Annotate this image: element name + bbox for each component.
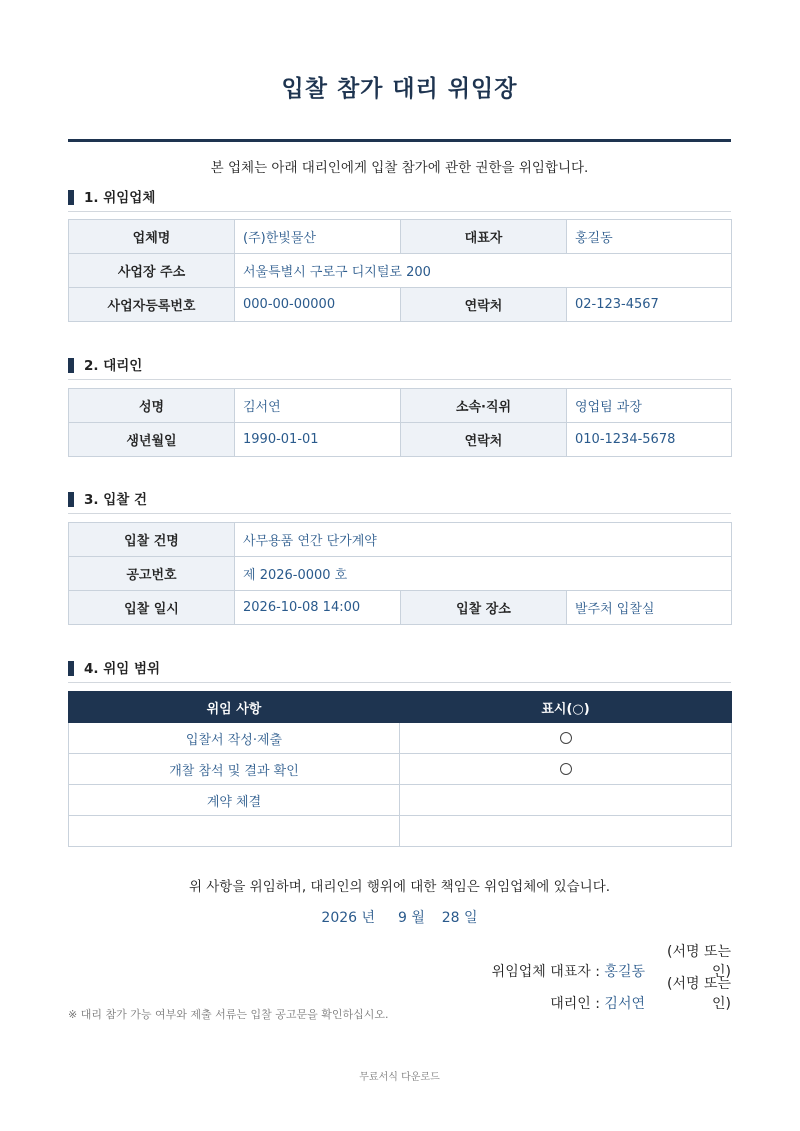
issue-date <box>68 907 731 927</box>
document-title: 입찰 참가 대리 위임장 <box>281 76 518 102</box>
company-contact-label: 연락처 <box>401 288 567 322</box>
section-heading-text: 1. 위임업체 <box>84 190 156 206</box>
section-heading-scope <box>68 661 731 683</box>
agent-contact-label: 연락처 <box>401 423 567 457</box>
table-row <box>69 754 732 785</box>
circle-mark-icon <box>560 763 572 775</box>
agent-name-label: 성명 <box>69 389 235 423</box>
bid-place-label: 입찰 장소 <box>401 591 567 625</box>
date-day-unit: 일 <box>464 910 478 926</box>
bid-place-value: 발주처 입찰실 <box>567 591 732 625</box>
table-row <box>69 220 732 254</box>
scope-mark-cell <box>400 816 732 847</box>
table-row <box>69 723 732 754</box>
notice-number-value: 제 2026-0000 호 <box>235 557 732 591</box>
section-heading-bid <box>68 492 731 514</box>
regno-label: 사업자등록번호 <box>69 288 235 322</box>
company-label: 업체명 <box>69 220 235 254</box>
scope-item <box>69 816 400 847</box>
section-heading-text: 4. 위임 범위 <box>84 661 161 677</box>
agent-name-value: 김서연 <box>235 389 401 423</box>
agent-stamp-text: (서명 또는 인) <box>666 976 731 1012</box>
table-row <box>69 591 732 625</box>
table-row <box>69 523 732 557</box>
ceo-value: 홍길동 <box>567 220 732 254</box>
table-row <box>69 254 732 288</box>
agent-signature-label: 대리인 : <box>550 996 605 1012</box>
section-heading-text: 3. 입찰 건 <box>84 492 148 508</box>
scope-item: 개찰 참석 및 결과 확인 <box>69 754 400 785</box>
footer-text: 무료서식 다운로드 <box>359 1072 440 1083</box>
agent-birth-label: 생년월일 <box>69 423 235 457</box>
table-row <box>69 557 732 591</box>
notice-number-label: 공고번호 <box>69 557 235 591</box>
agent-position-label: 소속·직위 <box>401 389 567 423</box>
company-contact-value: 02-123-4567 <box>567 288 732 322</box>
ceo-label: 대표자 <box>401 220 567 254</box>
agent-birth-value: 1990-01-01 <box>235 423 401 457</box>
delegator-signature-name: 홍길동 <box>604 964 645 980</box>
scope-mark-cell <box>400 754 732 785</box>
footnote: ※ 대리 참가 가능 여부와 제출 서류는 입찰 공고문을 확인하십시오. <box>68 1008 389 1021</box>
agent-table <box>68 388 732 457</box>
delegator-stamp-text: (서명 또는 인) <box>666 944 731 980</box>
bid-name-value: 사무용품 연간 단가계약 <box>235 523 732 557</box>
date-year: 2026 <box>321 910 358 926</box>
scope-table <box>68 691 732 847</box>
table-header-row <box>69 692 732 723</box>
section-marker <box>68 190 74 205</box>
regno-value: 000-00-00000 <box>235 288 401 322</box>
scope-item-header: 위임 사항 <box>69 692 400 723</box>
bid-name-label: 입찰 건명 <box>69 523 235 557</box>
address-label: 사업장 주소 <box>69 254 235 288</box>
section-marker <box>68 358 74 373</box>
agent-signature-name: 김서연 <box>604 996 645 1012</box>
section-heading-text: 2. 대리인 <box>84 358 143 374</box>
address-value: 서울특별시 구로구 디지털로 200 <box>235 254 732 288</box>
bid-datetime-value: 2026-10-08 14:00 <box>235 591 401 625</box>
delegator-signature-label: 위임업체 대표자 : <box>491 964 605 980</box>
intro-text: 본 업체는 아래 대리인에게 입찰 참가에 관한 권한을 위임합니다. <box>210 160 589 176</box>
date-year-unit: 년 <box>361 910 376 926</box>
section-marker <box>68 661 74 676</box>
agent-contact-value: 010-1234-5678 <box>567 423 732 457</box>
scope-mark-cell <box>400 785 732 816</box>
responsibility-statement: 위 사항을 위임하며, 대리인의 행위에 대한 책임은 위임업체에 있습니다. <box>188 879 611 895</box>
scope-item: 계약 체결 <box>69 785 400 816</box>
table-row <box>69 389 732 423</box>
scope-mark-cell <box>400 723 732 754</box>
section-heading-agent <box>68 358 731 380</box>
circle-mark-icon <box>560 732 572 744</box>
company-value: (주)한빛물산 <box>235 220 401 254</box>
date-month: 9 <box>397 910 407 926</box>
section-heading-delegator <box>68 190 731 212</box>
bid-datetime-label: 입찰 일시 <box>69 591 235 625</box>
bid-table <box>68 522 732 625</box>
scope-item: 입찰서 작성·제출 <box>69 723 400 754</box>
title-divider <box>68 139 731 142</box>
date-month-unit: 월 <box>411 910 425 926</box>
table-row <box>69 288 732 322</box>
agent-position-value: 영업팀 과장 <box>567 389 732 423</box>
table-row <box>69 816 732 847</box>
section-marker <box>68 492 74 507</box>
table-row <box>69 785 732 816</box>
delegator-table <box>68 219 732 322</box>
scope-mark-header: 표시(○) <box>400 692 732 723</box>
date-day: 28 <box>441 910 460 926</box>
table-row <box>69 423 732 457</box>
